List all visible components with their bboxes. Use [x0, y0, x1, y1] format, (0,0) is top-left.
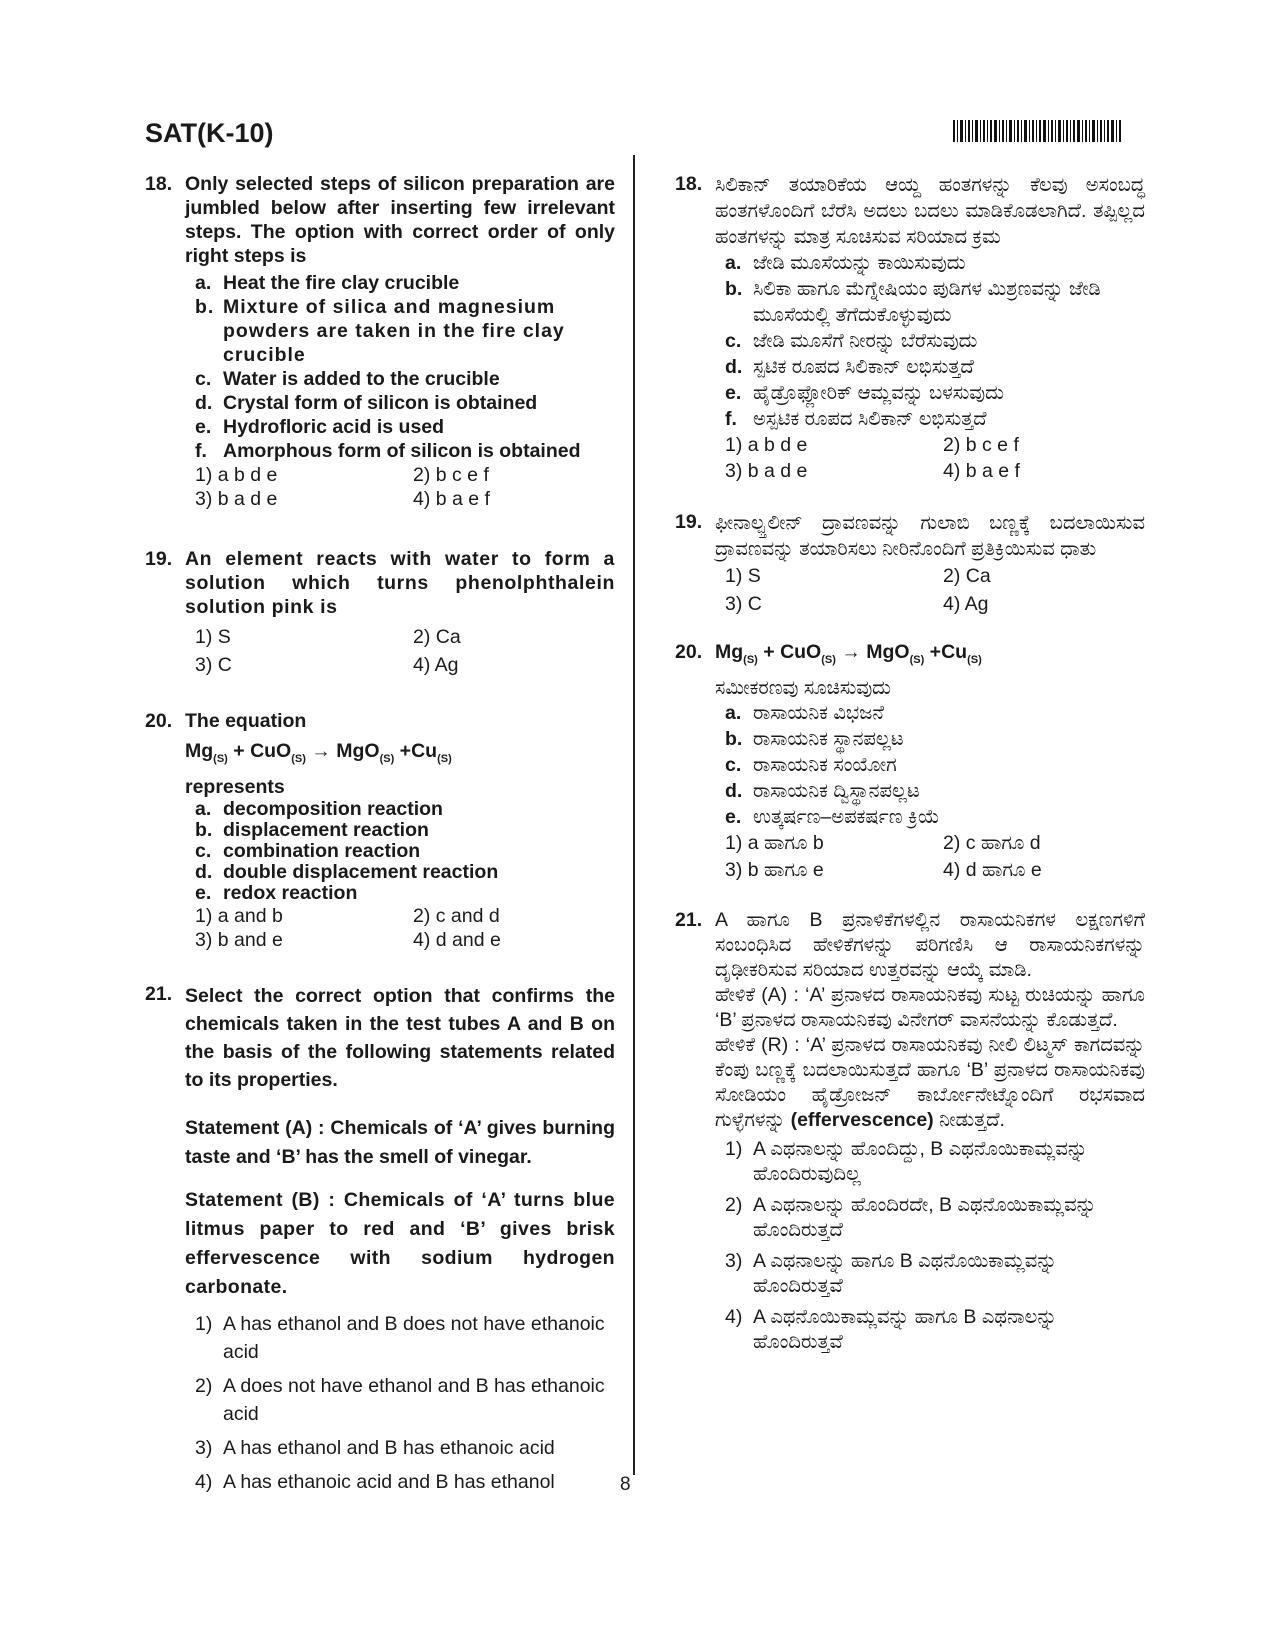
- question-stem: A ಹಾಗೂ B ಪ್ರನಾಳಿಕೆಗಳಲ್ಲಿನ ರಾಸಾಯನಿಕಗಳ ಲಕ್ಷಣಗಳಿಗೆ ಸಂಬಂಧಿಸಿದ ಹೇಳಿಕೆಗಳನ್ನು ಪರಿಗಣಿಸಿ ಆ ರಾಸಾಯನಿಕಗಳನ್ನು ದೃಢೀಕರಿಸುವ ಸರಿಯಾದ ಉತ್ತರವನ್ನು ಆಯ್ಕೆ ಮಾಡಿ.: [715, 908, 1145, 981]
- chemical-equation: $Mg_{(S)} + CuO_{(S)} \to MgO_{(S)} +Cu_{(S)}$: [185, 740, 452, 765]
- answer-option[interactable]: 3) C: [195, 654, 232, 676]
- reaction-item: b. displacement reaction: [195, 818, 429, 841]
- answer-option[interactable]: 3) b a d e: [195, 488, 278, 510]
- answer-option[interactable]: 2) b c e f: [413, 464, 489, 486]
- chemical-equation: $Mg_{(S)} + CuO_{(S)} \to MgO_{(S)} +Cu_{(S)}$: [715, 641, 982, 666]
- kannada-column: [675, 172, 1145, 1361]
- question-stem: ಫೀನಾಲ್ಫ್ತಲೀನ್ ದ್ರಾವಣವನ್ನು ಗುಲಾಬಿ ಬಣ್ಣಕ್ಕೆ ಬದಲಾಯಿಸುವ ದ್ರಾವಣವನ್ನು ತಯಾರಿಸಲು ನೀರಿನೊಂದಿಗೆ ಪ್ರತಿಕ್ರಿಯಿಸುವ ಧಾತು: [715, 512, 1145, 560]
- step-item: e. ಹೈಡ್ರೊಫ್ಲೋರಿಕ್ ಆಮ್ಲವನ್ನು ಬಳಸುವುದು: [725, 382, 1004, 404]
- question-18-kn: [675, 172, 1145, 484]
- answer-options: [715, 1137, 1145, 1355]
- question-18: [145, 172, 615, 511]
- question-20: [145, 709, 615, 952]
- answer-option[interactable]: 1) A ಎಥನಾಲನ್ನು ಹೊಂದಿದ್ದು, B ಎಥನೊಯಿಕಾಮ್ಲವನ್ನು ಹೊಂದಿರುವುದಿಲ್ಲ: [725, 1137, 1088, 1185]
- answer-options: [715, 432, 1145, 484]
- answer-option[interactable]: 1) a b d e: [195, 464, 278, 486]
- answer-option[interactable]: 2) A ಎಥನಾಲನ್ನು ಹೊಂದಿರದೇ, B ಎಥನೊಯಿಕಾಮ್ಲವನ್ನು ಹೊಂದಿರುತ್ತದೆ: [725, 1193, 1097, 1241]
- statement-a: ಹೇಳಿಕೆ (A) : ‘A’ ಪ್ರನಾಳದ ರಾಸಾಯನಿಕವು ಸುಟ್ಟ ರುಚಿಯನ್ನು ಹಾಗೂ ‘B’ ಪ್ರನಾಳದ ರಾಸಾಯನಿಕವು ವಿನೇಗರ್ ವಾಸನೆಯನ್ನು ಕೊಡುತ್ತದೆ.: [715, 983, 1145, 1031]
- step-item: a. ಜೇಡಿ ಮೂಸೆಯನ್ನು ಕಾಯಿಸುವುದು: [725, 252, 966, 274]
- answer-option[interactable]: 4) A has ethanoic acid and B has ethanol: [195, 1470, 555, 1493]
- answer-options: [715, 562, 1145, 618]
- page-header: SAT(K-10): [145, 118, 274, 148]
- reaction-item: e. ಉತ್ಕರ್ಷಣ–ಅಪಕರ್ಷಣ ಕ್ರಿಯೆ: [725, 805, 940, 828]
- answer-options: [185, 623, 615, 679]
- statement-r: ಹೇಳಿಕೆ (R) : ‘A’ ಪ್ರನಾಳದ ರಾಸಾಯನಿಕವು ನೀಲಿ ಲಿಟ್ಮಸ್ ಕಾಗದವನ್ನು ಕೆಂಪು ಬಣ್ಣಕ್ಕೆ ಬದಲಾಯಿಸುತ್ತದೆ ಹಾಗೂ ‘B’ ಪ್ರನಾಳದ ರಾಸಾಯನಿಕವು ಸೋಡಿಯಂ ಹೈಡ್ರೋಜನ್ ಕಾರ್ಬೋನೇಟ್ನೊಂದಿಗೆ ರಭಸವಾದ ಗುಳ್ಳೆಗಳನ್ನು (effervescence) ನೀಡುತ್ತದೆ.: [715, 1033, 1145, 1131]
- answer-option[interactable]: 3) A has ethanol and B has ethanoic acid: [195, 1436, 555, 1459]
- answer-option[interactable]: 4) Ag: [943, 593, 989, 615]
- question-number: 18.: [675, 173, 703, 195]
- answer-option[interactable]: 4) b a e f: [413, 488, 490, 510]
- answer-option[interactable]: 1) S: [725, 565, 761, 587]
- step-item: e. Hydrofloric acid is used: [195, 416, 445, 438]
- question-stem: ಸಿಲಿಕಾನ್ ತಯಾರಿಕೆಯ ಆಯ್ದ ಹಂತಗಳನ್ನು ಕೆಲವು ಅಸಂಬದ್ಧ ಹಂತಗಳೊಂದಿಗೆ ಬೆರೆಸಿ ಅದಲು ಬದಲು ಮಾಡಿಕೊಡಲಾಗಿದೆ. ತಪ್ಪಿಲ್ಲದ ಹಂತಗಳನ್ನು ಮಾತ್ರ ಸೂಚಿಸುವ ಸರಿಯಾದ ಕ್ರಮ: [715, 174, 1145, 248]
- question-19-kn: [675, 510, 1145, 618]
- question-number: 18.: [145, 173, 173, 195]
- question-stem: Select the correct option that confirms the chemicals taken in the test tubes A and B on the basis of the following statements related to its properties.: [185, 984, 615, 1091]
- barcode-icon: [953, 120, 1123, 142]
- answer-option[interactable]: 4) b a e f: [943, 460, 1020, 482]
- step-item: f. ಅಸ್ಪಟಿಕ ರೂಪದ ಸಿಲಿಕಾನ್ ಲಭಿಸುತ್ತದೆ: [725, 408, 987, 430]
- reaction-item: a. decomposition reaction: [195, 797, 443, 820]
- question-stem: Only selected steps of silicon preparation are jumbled below after inserting few irrelevant steps. The option with correct order of only right steps is: [185, 173, 615, 267]
- reaction-item: d. double displacement reaction: [195, 860, 499, 883]
- answer-option[interactable]: 4) A ಎಥನೊಯಿಕಾಮ್ಲವನ್ನು ಹಾಗೂ B ಎಥನಾಲನ್ನು ಹೊಂದಿರುತ್ತವೆ: [725, 1305, 1057, 1353]
- answer-options: [185, 463, 615, 511]
- reaction-item: a. ರಾಸಾಯನಿಕ ವಿಭಜನೆ: [725, 701, 884, 724]
- reaction-item: c. ರಾಸಾಯನಿಕ ಸಂಯೋಗ: [725, 753, 897, 776]
- reaction-item: b. ರಾಸಾಯನಿಕ ಸ್ಥಾನಪಲ್ಲಟ: [725, 727, 904, 750]
- answer-option[interactable]: 2) Ca: [943, 565, 991, 587]
- answer-option[interactable]: 2) c ಹಾಗೂ d: [943, 831, 1041, 854]
- answer-option[interactable]: 2) c and d: [413, 904, 500, 927]
- represents-label: represents: [185, 775, 285, 798]
- answer-option[interactable]: 1) A has ethanol and B does not have ethanoic acid: [195, 1312, 605, 1363]
- question-number: 19.: [145, 548, 173, 570]
- equation-caption: ಸಮೀಕರಣವು ಸೂಚಿಸುವುದು: [715, 676, 891, 699]
- answer-option[interactable]: 3) A ಎಥನಾಲನ್ನು ಹಾಗೂ B ಎಥನೊಯಿಕಾಮ್ಲವನ್ನು ಹೊಂದಿರುತ್ತವೆ: [725, 1249, 1057, 1297]
- answer-option[interactable]: 1) S: [195, 626, 231, 648]
- statement-a: Statement (A) : Chemicals of ‘A’ gives burning taste and ‘B’ has the smell of vinegar.: [185, 1116, 615, 1168]
- answer-option[interactable]: 2) Ca: [413, 626, 461, 648]
- question-number: 21.: [145, 982, 173, 1005]
- question-21-kn: [675, 908, 1145, 1355]
- answer-option[interactable]: 3) C: [725, 593, 762, 615]
- question-20-kn: [675, 640, 1145, 884]
- step-item: c. Water is added to the crucible: [195, 368, 500, 390]
- statement-b: Statement (B) : Chemicals of ‘A’ turns blue litmus paper to red and ‘B’ gives brisk effervescence with sodium hydrogen carbonate.: [185, 1188, 615, 1298]
- question-number: 20.: [145, 710, 173, 732]
- question-number: 21.: [675, 908, 703, 931]
- answer-option[interactable]: 1) a ಹಾಗೂ b: [725, 831, 824, 854]
- answer-options: [185, 904, 615, 952]
- question-stem: An element reacts with water to form a solution which turns phenolphthalein solution pink is: [185, 548, 615, 618]
- answer-option[interactable]: 1) a b d e: [725, 434, 808, 456]
- answer-option[interactable]: 4) Ag: [413, 654, 459, 676]
- step-item: a. Heat the fire clay crucible: [195, 272, 460, 294]
- answer-option[interactable]: 2) b c e f: [943, 434, 1019, 456]
- step-item: c. ಜೇಡಿ ಮೂಸೆಗೆ ನೀರನ್ನು ಬೆರೆಸುವುದು: [725, 330, 978, 352]
- step-item: f. Amorphous form of silicon is obtained: [195, 440, 581, 462]
- reaction-item: c. combination reaction: [195, 839, 421, 862]
- question-21: [145, 982, 615, 1496]
- answer-options: [715, 830, 1145, 884]
- answer-option[interactable]: 4) d ಹಾಗೂ e: [943, 858, 1042, 881]
- answer-option[interactable]: 3) b and e: [195, 928, 283, 951]
- answer-option[interactable]: 2) A does not have ethanol and B has ethanoic acid: [195, 1374, 605, 1425]
- answer-option[interactable]: 3) b a d e: [725, 460, 808, 482]
- column-divider: [633, 155, 635, 1475]
- question-number: 19.: [675, 511, 703, 533]
- reaction-item: d. ರಾಸಾಯನಿಕ ದ್ವಿಸ್ಥಾನಪಲ್ಲಟ: [725, 779, 920, 802]
- step-item: b. ಸಿಲಿಕಾ ಹಾಗೂ ಮೆಗ್ನೇಷಿಯಂ ಪುಡಿಗಳ ಮಿಶ್ರಣವನ್ನು ಜೇಡಿ ಮೂಸೆಯಲ್ಲಿ ತೆಗೆದುಕೊಳ್ಳುವುದು: [725, 278, 1101, 326]
- page-number: 8: [620, 1474, 631, 1495]
- answer-option[interactable]: 4) d and e: [413, 928, 501, 951]
- answer-option[interactable]: 1) a and b: [195, 904, 283, 927]
- answer-option[interactable]: 3) b ಹಾಗೂ e: [725, 858, 824, 881]
- step-item: d. ಸ್ಪಟಿಕ ರೂಪದ ಸಿಲಿಕಾನ್ ಲಭಿಸುತ್ತದೆ: [725, 356, 974, 378]
- english-column: [145, 172, 615, 1502]
- reaction-item: e. redox reaction: [195, 881, 358, 904]
- step-item: d. Crystal form of silicon is obtained: [195, 392, 538, 414]
- question-19: [145, 547, 615, 679]
- step-item: b. Mixture of silica and magnesium powders are taken in the fire clay crucible: [195, 296, 565, 366]
- question-number: 20.: [675, 641, 703, 663]
- question-stem: The equation: [185, 710, 307, 732]
- answer-options: [185, 1310, 615, 1496]
